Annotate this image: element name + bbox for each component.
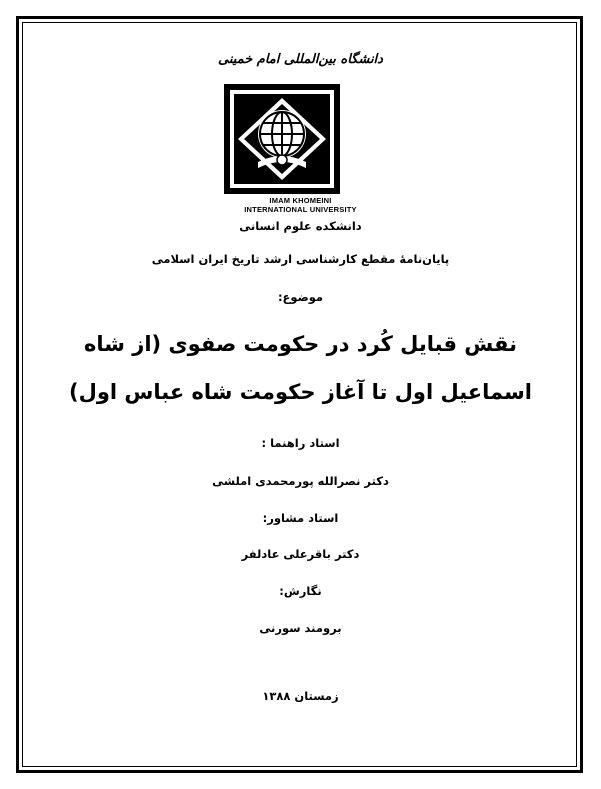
university-calligraphy: دانشگاه بین‌المللی امام خمینی: [218, 52, 383, 67]
university-name-en-line1: IMAM KHOMEINI: [269, 196, 332, 205]
subject-label: موضوع:: [277, 290, 324, 304]
degree-description: پایان‌نامۀ مقطع کارشناسی ارشد تاریخ ایران اسلامی: [151, 252, 450, 266]
thesis-title-line2: اسماعیل اول تا آغاز حکومت شاه عباس اول): [69, 380, 532, 404]
university-name-en-line2: INTERNATIONAL UNIVERSITY: [244, 205, 357, 214]
supervisor-name: دکتر نصرالله پورمحمدی املشی: [212, 474, 389, 488]
author-label: نگارش:: [279, 584, 322, 598]
author-name: برومند سورنی: [259, 621, 342, 635]
faculty-name: دانشکده علوم انسانی: [239, 219, 362, 233]
advisor-label: استاد مشاور:: [262, 511, 339, 525]
advisor-name: دکتر باقرعلی عادلفر: [241, 547, 360, 561]
university-logo-icon: [224, 84, 340, 194]
supervisor-label: استاد راهنما :: [261, 436, 340, 450]
thesis-title-line1: نقش قبایل کُرد در حکومت صفوی (از شاه: [83, 332, 517, 356]
submission-date: زمستان ۱۳۸۸: [262, 689, 339, 703]
